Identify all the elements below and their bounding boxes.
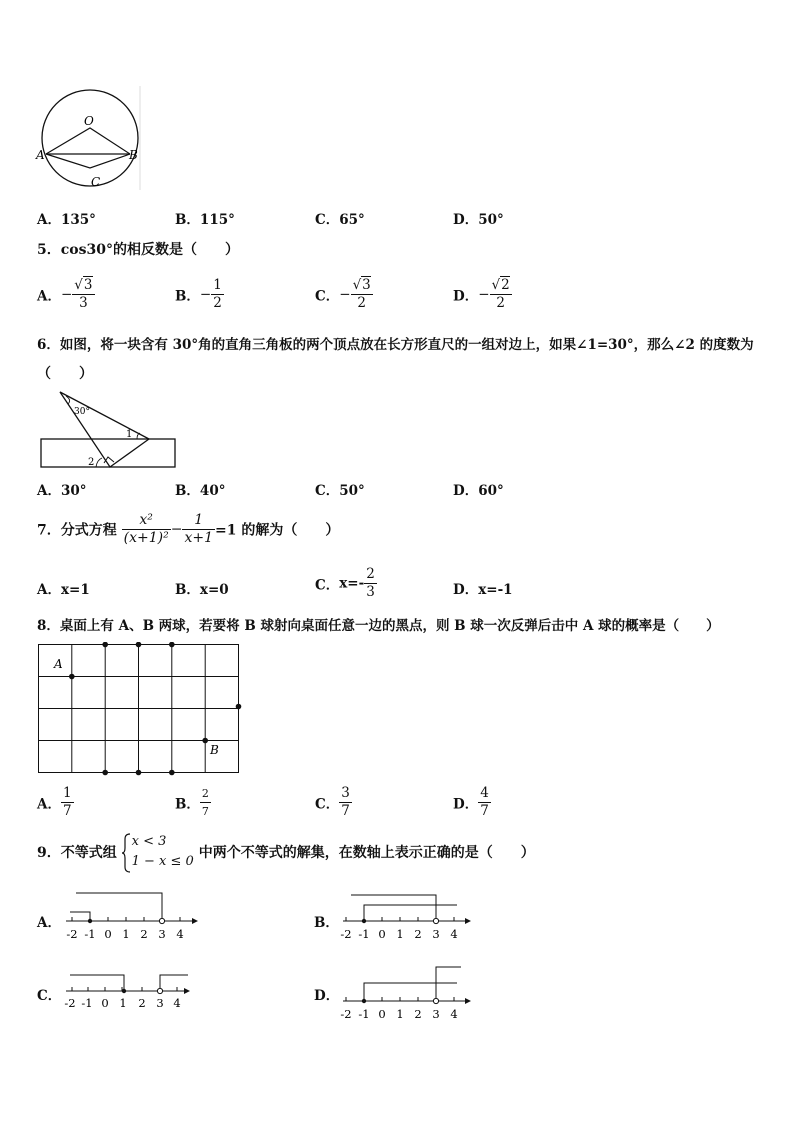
q8-option-b[interactable]: B． $\frac{2}{7}$ [175,787,209,818]
svg-text:1: 1 [119,996,127,1010]
q6-option-c[interactable]: C．50° [315,483,365,499]
q7-c-fraction: $\frac{2}{3}$ [366,566,375,600]
svg-text:-1: -1 [358,927,370,941]
q6-label-2: 2 [88,457,95,468]
q8-label-a: A [54,657,63,671]
svg-text:3: 3 [156,996,164,1010]
q7-option-d[interactable]: D．x=-1 [453,582,513,598]
q9-option-c[interactable]: C． [37,988,62,1004]
q8-ball-b [202,738,208,744]
svg-text:3: 3 [432,1007,440,1021]
svg-text:0: 0 [378,927,386,941]
q5-stem: 5．cos30°的相反数是（ ） [37,242,239,258]
q8-dot [102,770,108,776]
q8-dot [169,770,175,776]
q8-label-b: B [210,743,219,757]
q9-stem: 9．不等式组 x < 3 1 − x ≤ 0 中两个不等式的解集，在数轴上表示正确的是（ ） [37,832,535,872]
q7-option-c[interactable]: C．x=- $\frac{2}{3}$ [315,566,375,600]
svg-text:4: 4 [450,1007,458,1021]
q8-dot [136,770,142,776]
q9-option-d[interactable]: D． [314,988,340,1004]
q4-label-b: B [129,148,138,162]
svg-text:4: 4 [176,927,184,941]
q6-option-a[interactable]: A．30° [37,483,87,499]
q6-ruler-triangle-figure [38,390,180,470]
svg-text:2: 2 [414,927,422,941]
svg-text:1: 1 [122,927,130,941]
q8-dot [169,642,175,647]
q5-option-b[interactable]: B．− $\frac{1}{2}$ [175,277,222,311]
q8-dot [236,704,242,710]
svg-text:-2: -2 [340,927,352,941]
q8-stem: 8．桌面上有 A、B 两球，若要将 B 球射向桌面任意一边的黑点，则 B 球一次反弹后击中 A 球的概率是（ ） [37,618,720,634]
q4-option-b[interactable]: B．115° [175,212,235,228]
q4-label-c: C [91,175,101,189]
q7-fraction-1: $\frac{\text{x²}}{\text{(x+1)²}}$ [123,512,169,546]
q9-numberline-b [337,888,477,943]
svg-text:-2: -2 [66,927,78,941]
q8-dot [102,642,108,647]
svg-text:2: 2 [414,1007,422,1021]
q5-option-c[interactable]: C．− $\frac{√3}{2}$ [315,277,371,311]
q9-numberline-a [60,888,200,943]
q4-label-o: O [84,114,94,128]
svg-text:-2: -2 [340,1007,352,1021]
svg-text:0: 0 [101,996,109,1010]
q4-option-d[interactable]: D．50° [453,212,504,228]
q5-b-fraction: $\frac{1}{2}$ [213,277,222,311]
svg-text:3: 3 [432,927,440,941]
q9-system: x < 3 1 − x ≤ 0 [122,832,194,872]
q4-option-a[interactable]: A．135° [37,212,96,228]
q5-option-d[interactable]: D．− $\frac{√2}{2}$ [453,277,510,311]
svg-text:0: 0 [378,1007,386,1021]
svg-text:3: 3 [158,927,166,941]
svg-text:4: 4 [450,927,458,941]
q7-stem: 7．分式方程 $\frac{\text{x²}}{\text{(x+1)²}}$ − $\frac{1}{x+1}$ =1 的解为（ ） [37,512,340,546]
q9-option-a[interactable]: A． [37,915,61,931]
q7-option-a[interactable]: A．x=1 [37,582,90,598]
q8-ball-a [69,674,75,680]
q8-option-d[interactable]: D． $\frac{4}{7}$ [453,785,489,819]
q7-option-b[interactable]: B．x=0 [175,582,229,598]
q8-dot [136,642,142,647]
q6-stem-line1: 6．如图，将一块含有 30°角的直角三角板的两个顶点放在长方形直尺的一组对边上，如果∠1=30°，那么∠2 的度数为 [37,337,754,353]
q6-option-d[interactable]: D．60° [453,483,504,499]
q6-stem-line2: （ ） [37,366,93,382]
q8-grid-figure [36,642,246,778]
svg-text:-1: -1 [81,996,93,1010]
q4-label-a: A [36,148,45,162]
svg-text:4: 4 [173,996,181,1010]
q4-circle-figure [34,86,146,192]
q9-numberline-c [60,962,200,1017]
q5-a-fraction: $\frac{√3}{3}$ [74,277,93,311]
q9-numberline-d [337,962,477,1024]
q5-d-fraction: $\frac{√2}{2}$ [491,277,510,311]
q9-option-b[interactable]: B． [314,915,339,931]
svg-text:2: 2 [138,996,146,1010]
q7-fraction-2: $\frac{1}{x+1}$ [184,512,213,546]
svg-text:2: 2 [140,927,148,941]
q5-c-fraction: $\frac{√3}{2}$ [352,277,371,311]
q6-label-30: 30° [74,407,90,417]
q4-option-c[interactable]: C．65° [315,212,365,228]
svg-text:1: 1 [396,927,404,941]
q6-label-1: 1 [126,429,133,440]
svg-text:1: 1 [396,1007,404,1021]
svg-text:0: 0 [104,927,112,941]
q6-option-b[interactable]: B．40° [175,483,226,499]
q5-option-a[interactable]: A．− $\frac{√3}{3}$ [37,277,93,311]
q8-option-c[interactable]: C． $\frac{3}{7}$ [315,785,350,819]
q8-option-a[interactable]: A． $\frac{1}{7}$ [37,785,72,819]
svg-text:-1: -1 [358,1007,370,1021]
svg-text:-2: -2 [64,996,76,1010]
svg-text:-1: -1 [84,927,96,941]
